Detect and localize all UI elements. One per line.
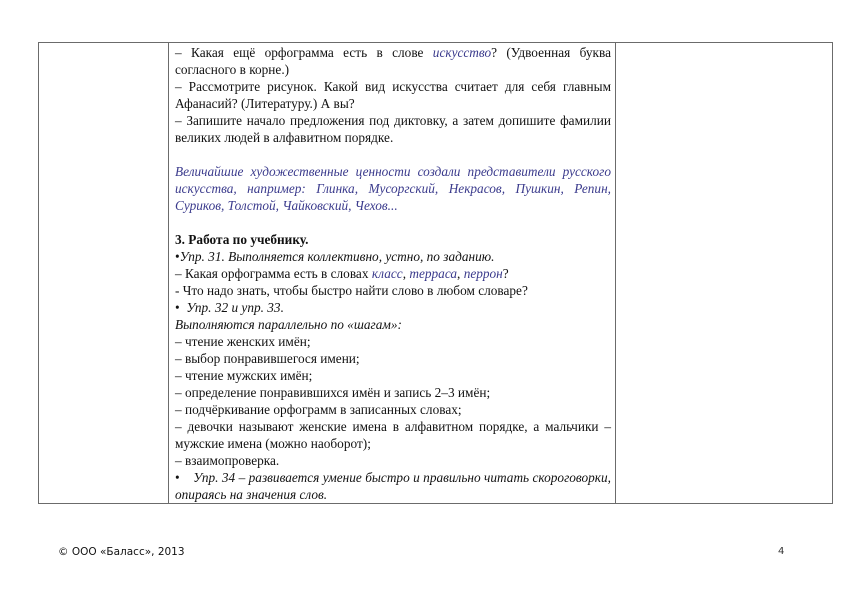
step-item: – девочки называют женские имена в алфавитном порядке, а мальчики – мужские имена (можно наоборот);: [175, 419, 611, 451]
lesson-plan-table: [38, 42, 833, 504]
activity-content: [169, 43, 615, 503]
exercise-32-33: • Упр. 32 и упр. 33.: [175, 300, 284, 315]
bullet-icon: •: [175, 249, 180, 264]
dictation-text: Величайшие художественные ценности создали представители русского искусства, например: Глинка, Мусоргский, Некрасов, Пушкин, Репин, Суриков, Толстой, Чайковский, Чехов...: [175, 164, 611, 213]
exercise-31: •Упр. 31. Выполняется коллективно, устно, по заданию.: [175, 249, 495, 264]
question-dictionary: - Что надо знать, чтобы быстро найти слово в любом словаре?: [175, 283, 528, 298]
bullet-icon: •: [175, 470, 180, 485]
question-picture: – Рассмотрите рисунок. Какой вид искусства считает для себя главным Афанасий? (Литературу.) А вы?: [175, 79, 611, 111]
step-item: – чтение мужских имён;: [175, 368, 313, 383]
steps-intro: Выполняются параллельно по «шагам»:: [175, 317, 402, 332]
footer-copyright: © ООО «Баласс», 2013: [58, 546, 185, 558]
page-number: 4: [778, 546, 785, 557]
step-item: – определение понравившихся имён и запись 2–3 имён;: [175, 385, 491, 400]
stage-column-cell: [39, 43, 169, 504]
step-item: – подчёркивание орфограмм в записанных словах;: [175, 402, 462, 417]
question-orthogram-words: – Какая орфограмма есть в словах класс, терраса, перрон?: [175, 266, 509, 281]
highlighted-word: искусство: [432, 45, 492, 60]
activity-column-cell: [169, 43, 616, 504]
task-dictation: – Запишите начало предложения под диктовку, а затем допишите фамилии великих людей в алфавитном порядке.: [175, 113, 611, 145]
highlighted-word: перрон: [463, 266, 503, 281]
highlighted-word: класс: [371, 266, 403, 281]
notes-column-cell: [616, 43, 833, 504]
bullet-icon: •: [175, 300, 180, 315]
question-orthogram-art: – Какая ещё орфограмма есть в слове искусство? (Удвоенная буква согласного в корне.): [175, 45, 611, 77]
step-item: – чтение женских имён;: [175, 334, 311, 349]
step-item: – взаимопроверка.: [175, 453, 280, 468]
step-item: – выбор понравившегося имени;: [175, 351, 360, 366]
section-heading: 3. Работа по учебнику.: [175, 232, 309, 247]
exercise-34: • Упр. 34 – развивается умение быстро и правильно читать скороговорки, опираясь на значения слов.: [175, 470, 611, 502]
table-row: [39, 43, 833, 504]
highlighted-word: терраса: [409, 266, 458, 281]
